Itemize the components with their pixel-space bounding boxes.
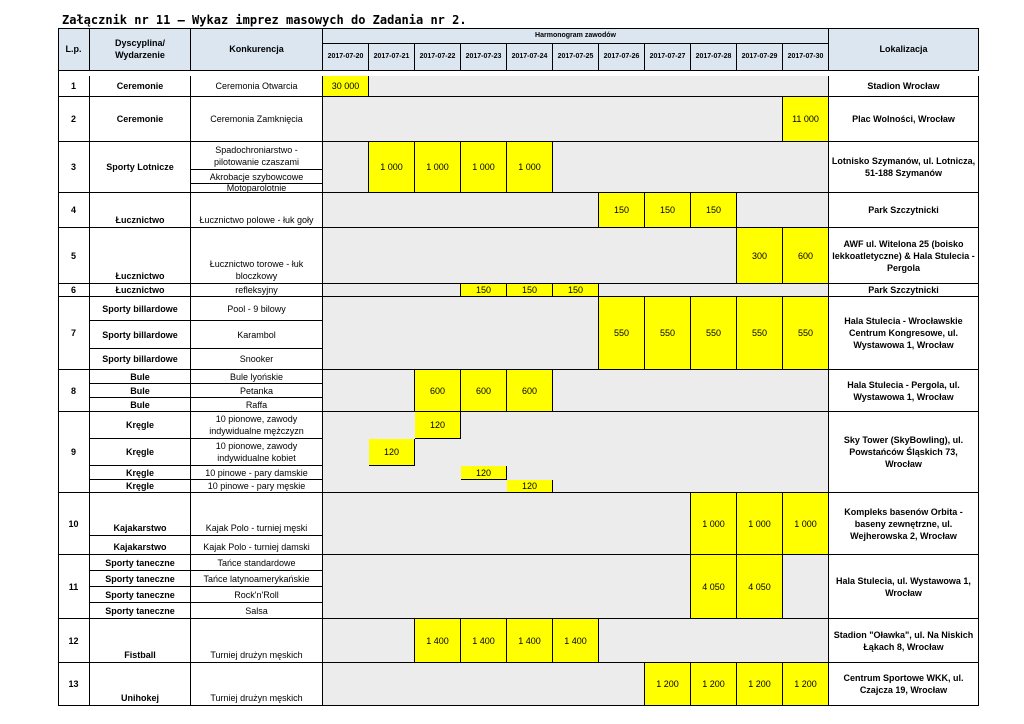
row-lp bbox=[58, 555, 90, 619]
row-dyscyplina-text: Kajakarstwo bbox=[113, 542, 167, 552]
header-date-text: 2017-07-28 bbox=[695, 53, 732, 60]
schedule-cell-value-text: 1 000 bbox=[794, 518, 817, 529]
row-konkurencja-text: Ceremonia Otwarcia bbox=[215, 81, 298, 91]
row-dyscyplina-text: Sporty billardowe bbox=[102, 354, 178, 364]
row-konkurencja-text: Spadochroniarstwo - pilotowanie czaszami bbox=[213, 144, 300, 167]
header-date-text: 2017-07-30 bbox=[787, 53, 824, 60]
row-lp bbox=[58, 493, 90, 555]
row-lokalizacja bbox=[829, 97, 979, 142]
row-konkurencja bbox=[191, 493, 323, 536]
header-konkurencja-text: Konkurencja bbox=[229, 44, 284, 54]
row-dyscyplina bbox=[90, 297, 191, 321]
row-dyscyplina bbox=[90, 398, 191, 412]
row-dyscyplina bbox=[90, 384, 191, 398]
row-dyscyplina bbox=[90, 142, 191, 193]
schedule-cell-value-text: 1 000 bbox=[518, 162, 541, 172]
row-konkurencja-text: 10 pionowe, zawody indywidualne mężczyzn bbox=[209, 414, 304, 436]
row-lokalizacja-text: Centrum Sportowe WKK, ul. Czajcza 19, Wrocław bbox=[843, 673, 964, 695]
row-schedule-before bbox=[323, 193, 599, 228]
row-dyscyplina bbox=[90, 76, 191, 97]
row-lp bbox=[58, 142, 90, 193]
row-konkurencja bbox=[191, 228, 323, 284]
header-konkurencja bbox=[191, 28, 323, 71]
row-dyscyplina-text: Bule bbox=[130, 371, 150, 382]
schedule-cell-value-text: 150 bbox=[705, 205, 722, 215]
schedule-cell-value bbox=[415, 412, 461, 439]
row-lokalizacja bbox=[829, 228, 979, 284]
row-schedule-after bbox=[599, 284, 829, 297]
header-lp-text: L.p. bbox=[65, 44, 82, 54]
row-schedule-before bbox=[323, 370, 415, 412]
row-dyscyplina-text: Bule bbox=[130, 385, 150, 396]
row-lp bbox=[58, 370, 90, 412]
row-konkurencja bbox=[191, 571, 323, 587]
schedule-cell-value bbox=[645, 193, 691, 228]
row-konkurencja-text: 10 pinowe - pary męskie bbox=[207, 481, 306, 491]
header-date-text: 2017-07-22 bbox=[419, 53, 456, 60]
schedule-cell-value bbox=[691, 555, 737, 619]
row-schedule-after bbox=[553, 142, 829, 193]
row-lokalizacja bbox=[829, 193, 979, 228]
schedule-cell-value-text: 550 bbox=[613, 328, 630, 338]
row-dyscyplina-text: Kręgle bbox=[125, 420, 154, 430]
row-konkurencja bbox=[191, 297, 323, 321]
schedule-cell-value bbox=[461, 466, 507, 480]
header-date bbox=[507, 44, 553, 71]
row-schedule-before bbox=[323, 493, 691, 555]
row-lokalizacja bbox=[829, 619, 979, 663]
row-lokalizacja bbox=[829, 370, 979, 412]
row-dyscyplina bbox=[90, 536, 191, 555]
row-konkurencja-text: Tańce latynoamerykańskie bbox=[203, 573, 310, 584]
row-dyscyplina bbox=[90, 480, 191, 493]
schedule-cell-value bbox=[507, 142, 553, 193]
schedule-cell-value-text: 30 000 bbox=[331, 81, 360, 91]
schedule-cell-value bbox=[599, 193, 645, 228]
header-date-text: 2017-07-25 bbox=[557, 53, 594, 60]
schedule-cell-value-text: 600 bbox=[521, 385, 538, 396]
row-lokalizacja-text: Kompleks basenów Orbita - baseny zewnętrzne, ul. Wejherowska 2, Wrocław bbox=[844, 506, 963, 541]
schedule-cell-value bbox=[507, 619, 553, 663]
row-konkurencja bbox=[191, 184, 323, 193]
schedule-cell-value bbox=[737, 663, 783, 706]
header-date bbox=[783, 44, 829, 71]
schedule-cell-value bbox=[553, 284, 599, 297]
row-dyscyplina bbox=[90, 349, 191, 370]
schedule-cell-value-text: 4 050 bbox=[702, 581, 725, 592]
schedule-cell-value-text: 550 bbox=[659, 328, 676, 338]
row-konkurencja-text: Karambol bbox=[237, 329, 276, 340]
row-lokalizacja bbox=[829, 297, 979, 370]
row-lokalizacja-text: Stadion Wrocław bbox=[867, 81, 940, 91]
schedule-cell-value bbox=[783, 228, 829, 284]
row-konkurencja bbox=[191, 384, 323, 398]
schedule-cell-value bbox=[599, 297, 645, 370]
row-konkurencja bbox=[191, 663, 323, 706]
schedule-cell-value-text: 11 000 bbox=[792, 114, 819, 124]
row-dyscyplina-text: Kajakarstwo bbox=[113, 523, 167, 533]
row-lokalizacja bbox=[829, 76, 979, 97]
row-dyscyplina-text: Łucznictwo bbox=[115, 215, 165, 225]
header-date bbox=[737, 44, 783, 71]
row-dyscyplina-text: Kręgle bbox=[125, 447, 154, 457]
schedule-cell-value-text: 1 400 bbox=[518, 635, 541, 646]
schedule-cell-value bbox=[645, 663, 691, 706]
row-konkurencja-text: Bule lyońskie bbox=[229, 371, 284, 382]
header-date-text: 2017-07-23 bbox=[465, 53, 502, 60]
row-dyscyplina-text: Ceremonie bbox=[116, 81, 164, 91]
row-dyscyplina bbox=[90, 466, 191, 480]
row-konkurencja bbox=[191, 321, 323, 349]
header-date bbox=[461, 44, 507, 71]
schedule-cell-value bbox=[783, 97, 829, 142]
row-lp bbox=[58, 76, 90, 97]
header-date-text: 2017-07-20 bbox=[327, 53, 364, 60]
row-konkurencja bbox=[191, 370, 323, 384]
schedule-cell-value-text: 550 bbox=[797, 328, 814, 338]
schedule-cell-value-text: 600 bbox=[429, 385, 446, 396]
row-dyscyplina-text: Łucznictwo bbox=[115, 271, 165, 281]
schedule-cell-value bbox=[461, 142, 507, 193]
row-konkurencja bbox=[191, 398, 323, 412]
schedule-cell-value-text: 300 bbox=[751, 250, 768, 261]
row-lp bbox=[58, 193, 90, 228]
schedule-cell-value bbox=[323, 76, 369, 97]
header-date-text: 2017-07-29 bbox=[741, 53, 778, 60]
row-schedule-before bbox=[323, 663, 645, 706]
row-lp-text: 6 bbox=[70, 285, 76, 295]
row-konkurencja-text: Łucznictwo torowe - łuk bloczkowy bbox=[209, 259, 304, 281]
row-lp-text: 1 bbox=[70, 81, 76, 91]
schedule-cell-value bbox=[369, 142, 415, 193]
header-harmonogram-text: Harmonogram zawodów bbox=[535, 31, 616, 39]
header-lp bbox=[58, 28, 90, 71]
row-dyscyplina bbox=[90, 321, 191, 349]
row-lokalizacja-text: Park Szczytnicki bbox=[868, 285, 939, 295]
schedule-table bbox=[58, 28, 979, 706]
schedule-cell-value bbox=[507, 480, 553, 493]
schedule-cell-value-text: 1 000 bbox=[472, 162, 495, 172]
schedule-cell-value-text: 1 200 bbox=[794, 679, 817, 689]
schedule-cell-value bbox=[461, 619, 507, 663]
schedule-cell-value bbox=[691, 663, 737, 706]
header-date bbox=[553, 44, 599, 71]
row-konkurencja-text: Salsa bbox=[245, 605, 268, 616]
header-date-text: 2017-07-21 bbox=[373, 53, 410, 60]
row-lokalizacja bbox=[829, 142, 979, 193]
row-lokalizacja-text: Plac Wolności, Wrocław bbox=[852, 114, 955, 124]
schedule-cell-value-text: 150 bbox=[567, 285, 584, 295]
row-konkurencja-text: Raffa bbox=[245, 399, 268, 410]
row-konkurencja-text: Petanka bbox=[239, 385, 274, 396]
header-date bbox=[369, 44, 415, 71]
row-lokalizacja-text: Lotnisko Szymanów, ul. Lotnicza, 51-188 Szymanów bbox=[831, 156, 976, 178]
header-dyscyplina bbox=[90, 28, 191, 71]
row-dyscyplina-text: Sporty taneczne bbox=[105, 589, 175, 600]
row-konkurencja bbox=[191, 480, 323, 493]
row-konkurencja bbox=[191, 439, 323, 466]
row-lokalizacja bbox=[829, 412, 979, 493]
schedule-cell-value bbox=[461, 370, 507, 412]
schedule-cell-value-text: 550 bbox=[705, 328, 722, 338]
row-dyscyplina-text: Sporty billardowe bbox=[102, 329, 178, 340]
row-lp bbox=[58, 412, 90, 493]
row-konkurencja-text: Ceremonia Zamknięcia bbox=[210, 114, 303, 124]
row-schedule-before bbox=[323, 619, 415, 663]
row-lokalizacja bbox=[829, 493, 979, 555]
header-dyscyplina-text: Dyscyplina/ Wydarzenie bbox=[114, 38, 166, 60]
row-lokalizacja-text: Hala Stulecia - Wrocławskie Centrum Kongresowe, ul. Wystawowa 1, Wrocław bbox=[844, 316, 963, 350]
row-konkurencja bbox=[191, 412, 323, 439]
row-konkurencja-text: Rock'n'Roll bbox=[234, 589, 279, 600]
row-lp bbox=[58, 284, 90, 297]
row-konkurencja-text: Pool - 9 bilowy bbox=[227, 303, 286, 314]
row-lp bbox=[58, 228, 90, 284]
row-dyscyplina bbox=[90, 603, 191, 619]
header-harmonogram bbox=[323, 28, 829, 44]
schedule-cell-value bbox=[691, 297, 737, 370]
schedule-cell-value-text: 600 bbox=[475, 385, 492, 396]
schedule-cell-value-text: 1 000 bbox=[748, 518, 771, 529]
row-dyscyplina-text: Sporty taneczne bbox=[105, 573, 175, 584]
row-schedule-before bbox=[323, 284, 461, 297]
row-schedule-after bbox=[369, 76, 829, 97]
row-dyscyplina-text: Fistball bbox=[124, 650, 156, 660]
row-konkurencja-text: Kajak Polo - turniej damski bbox=[203, 542, 310, 552]
row-dyscyplina-text: Bule bbox=[130, 399, 150, 410]
schedule-cell-value-text: 1 400 bbox=[426, 635, 449, 646]
row-lp-text: 5 bbox=[70, 250, 76, 261]
schedule-cell-value-text: 1 000 bbox=[702, 518, 725, 529]
schedule-cell-value bbox=[783, 297, 829, 370]
schedule-cell-value bbox=[737, 228, 783, 284]
row-dyscyplina bbox=[90, 663, 191, 706]
row-konkurencja bbox=[191, 76, 323, 97]
header-date-text: 2017-07-27 bbox=[649, 53, 686, 60]
schedule-cell-value-text: 1 200 bbox=[748, 679, 771, 689]
row-konkurencja bbox=[191, 349, 323, 370]
row-konkurencja-text: refleksyjny bbox=[235, 285, 278, 295]
schedule-cell-value-text: 120 bbox=[475, 467, 492, 478]
row-dyscyplina-text: Kręgle bbox=[125, 481, 154, 491]
schedule-cell-value bbox=[415, 370, 461, 412]
row-lp-text: 11 bbox=[68, 581, 79, 592]
schedule-cell-value-text: 120 bbox=[429, 420, 446, 430]
row-lp-text: 7 bbox=[70, 328, 76, 338]
schedule-cell-value-text: 4 050 bbox=[748, 581, 771, 592]
row-lp-text: 4 bbox=[70, 205, 76, 215]
row-dyscyplina-text: Sporty Lotnicze bbox=[106, 162, 174, 172]
row-lokalizacja-text: Sky Tower (SkyBowling), ul. Powstańców Śląskich 73, Wrocław bbox=[843, 435, 964, 469]
row-konkurencja bbox=[191, 587, 323, 603]
row-lp bbox=[58, 297, 90, 370]
row-schedule-after bbox=[737, 193, 829, 228]
row-lp bbox=[58, 663, 90, 706]
row-konkurencja-text: Tańce standardowe bbox=[217, 557, 296, 568]
row-dyscyplina-text: Sporty taneczne bbox=[105, 557, 175, 568]
row-schedule-after bbox=[599, 619, 829, 663]
schedule-cell-value bbox=[737, 493, 783, 555]
row-lokalizacja bbox=[829, 663, 979, 706]
row-dyscyplina bbox=[90, 193, 191, 228]
row-dyscyplina-text: Unihokej bbox=[120, 693, 159, 703]
schedule-cell-value-text: 1 000 bbox=[380, 162, 403, 172]
row-konkurencja-text: 10 pionowe, zawody indywidualne kobiet bbox=[215, 441, 298, 463]
schedule-cell-value bbox=[415, 619, 461, 663]
row-dyscyplina bbox=[90, 284, 191, 297]
row-konkurencja-text: Turniej drużyn męskich bbox=[210, 693, 303, 703]
row-dyscyplina-text: Ceremonie bbox=[116, 114, 164, 124]
row-konkurencja bbox=[191, 97, 323, 142]
row-lokalizacja-text: Park Szczytnicki bbox=[868, 205, 939, 215]
schedule-cell-value-text: 120 bbox=[383, 447, 400, 457]
header-date bbox=[599, 44, 645, 71]
row-dyscyplina bbox=[90, 587, 191, 603]
header-date bbox=[645, 44, 691, 71]
row-dyscyplina bbox=[90, 97, 191, 142]
row-lp-text: 12 bbox=[68, 635, 79, 646]
row-konkurencja-text: Motoparolotnie bbox=[226, 184, 287, 193]
schedule-cell-value bbox=[415, 142, 461, 193]
schedule-cell-value-text: 150 bbox=[475, 285, 492, 295]
schedule-cell-value bbox=[691, 493, 737, 555]
schedule-cell-value bbox=[461, 284, 507, 297]
row-lp-text: 10 bbox=[68, 518, 79, 529]
schedule-cell-value bbox=[737, 297, 783, 370]
row-lp-text: 8 bbox=[70, 385, 76, 396]
row-lokalizacja-text: Hala Stulecia - Pergola, ul. Wystawowa 1, Wrocław bbox=[847, 379, 960, 402]
schedule-cell-value-text: 120 bbox=[521, 481, 538, 491]
row-dyscyplina bbox=[90, 619, 191, 663]
header-lokalizacja-text: Lokalizacja bbox=[879, 44, 928, 54]
row-konkurencja-text: Snooker bbox=[239, 354, 274, 364]
row-schedule-before bbox=[323, 228, 737, 284]
header-date-text: 2017-07-26 bbox=[603, 53, 640, 60]
schedule-cell-value bbox=[783, 493, 829, 555]
header-date bbox=[415, 44, 461, 71]
row-konkurencja bbox=[191, 619, 323, 663]
header-date bbox=[323, 44, 369, 71]
row-konkurencja bbox=[191, 466, 323, 480]
row-konkurencja bbox=[191, 170, 323, 184]
row-konkurencja bbox=[191, 142, 323, 170]
row-lokalizacja-text: AWF ul. Witelona 25 (boisko lekkoatletyczne) & Hala Stulecia - Pergola bbox=[832, 238, 975, 273]
schedule-cell-value-text: 1 000 bbox=[426, 162, 449, 172]
row-lokalizacja-text: Stadion "Oławka", ul. Na Niskich Łąkach 8, Wrocław bbox=[833, 629, 974, 652]
row-lokalizacja bbox=[829, 555, 979, 619]
header-date bbox=[691, 44, 737, 71]
header-date-text: 2017-07-24 bbox=[511, 53, 548, 60]
row-lp-text: 2 bbox=[70, 114, 76, 124]
row-schedule-after bbox=[553, 370, 829, 412]
schedule-cell-value-text: 1 400 bbox=[564, 635, 587, 646]
schedule-cell-value-text: 1 400 bbox=[472, 635, 495, 646]
row-dyscyplina bbox=[90, 439, 191, 466]
row-schedule-before bbox=[323, 142, 369, 193]
row-schedule-after bbox=[783, 555, 829, 619]
schedule-cell-value-text: 150 bbox=[521, 285, 538, 295]
row-konkurencja-text: 10 pinowe - pary damskie bbox=[205, 467, 308, 478]
row-konkurencja-text: Kajak Polo - turniej męski bbox=[205, 523, 308, 533]
schedule-cell-value bbox=[369, 439, 415, 466]
schedule-cell-value-text: 150 bbox=[613, 205, 630, 215]
schedule-cell-value bbox=[553, 619, 599, 663]
schedule-cell-value-text: 1 200 bbox=[656, 679, 679, 689]
row-konkurencja bbox=[191, 284, 323, 297]
row-konkurencja bbox=[191, 555, 323, 571]
row-schedule-before bbox=[323, 97, 783, 142]
schedule-cell-value-text: 1 200 bbox=[702, 679, 725, 689]
schedule-cell-value bbox=[737, 555, 783, 619]
row-konkurencja bbox=[191, 193, 323, 228]
row-lp-text: 13 bbox=[68, 679, 79, 689]
schedule-cell-value-text: 600 bbox=[797, 250, 814, 261]
row-dyscyplina-text: Kręgle bbox=[125, 467, 154, 478]
row-dyscyplina-text: Sporty taneczne bbox=[105, 605, 175, 616]
schedule-cell-value bbox=[645, 297, 691, 370]
schedule-cell-value bbox=[783, 663, 829, 706]
row-dyscyplina-text: Łucznictwo bbox=[115, 285, 165, 295]
row-lp-text: 9 bbox=[70, 447, 76, 457]
schedule-cell-value bbox=[691, 193, 737, 228]
row-lokalizacja bbox=[829, 284, 979, 297]
schedule-cell-value-text: 550 bbox=[751, 328, 768, 338]
row-lp bbox=[58, 619, 90, 663]
row-lokalizacja-text: Hala Stulecia, ul. Wystawowa 1, Wrocław bbox=[836, 575, 971, 598]
row-dyscyplina bbox=[90, 493, 191, 536]
row-dyscyplina bbox=[90, 412, 191, 439]
document-title: Załącznik nr 11 – Wykaz imprez masowych do Zadania nr 2. bbox=[62, 13, 467, 27]
row-lp-text: 3 bbox=[70, 162, 76, 172]
row-dyscyplina bbox=[90, 228, 191, 284]
row-konkurencja bbox=[191, 603, 323, 619]
row-konkurencja-text: Akrobacje szybowcowe bbox=[209, 171, 304, 182]
schedule-cell-value bbox=[507, 284, 553, 297]
header-lokalizacja bbox=[829, 28, 979, 71]
row-lp bbox=[58, 97, 90, 142]
row-dyscyplina bbox=[90, 571, 191, 587]
row-dyscyplina bbox=[90, 555, 191, 571]
schedule-cell-value bbox=[507, 370, 553, 412]
row-schedule-before bbox=[323, 555, 691, 619]
row-dyscyplina-text: Sporty billardowe bbox=[102, 303, 178, 314]
schedule-cell-value-text: 150 bbox=[659, 205, 676, 215]
row-dyscyplina bbox=[90, 370, 191, 384]
row-schedule-before bbox=[323, 297, 599, 370]
row-konkurencja bbox=[191, 536, 323, 555]
row-konkurencja-text: Łucznictwo polowe - łuk goły bbox=[199, 215, 314, 225]
row-konkurencja-text: Turniej drużyn męskich bbox=[210, 650, 303, 660]
